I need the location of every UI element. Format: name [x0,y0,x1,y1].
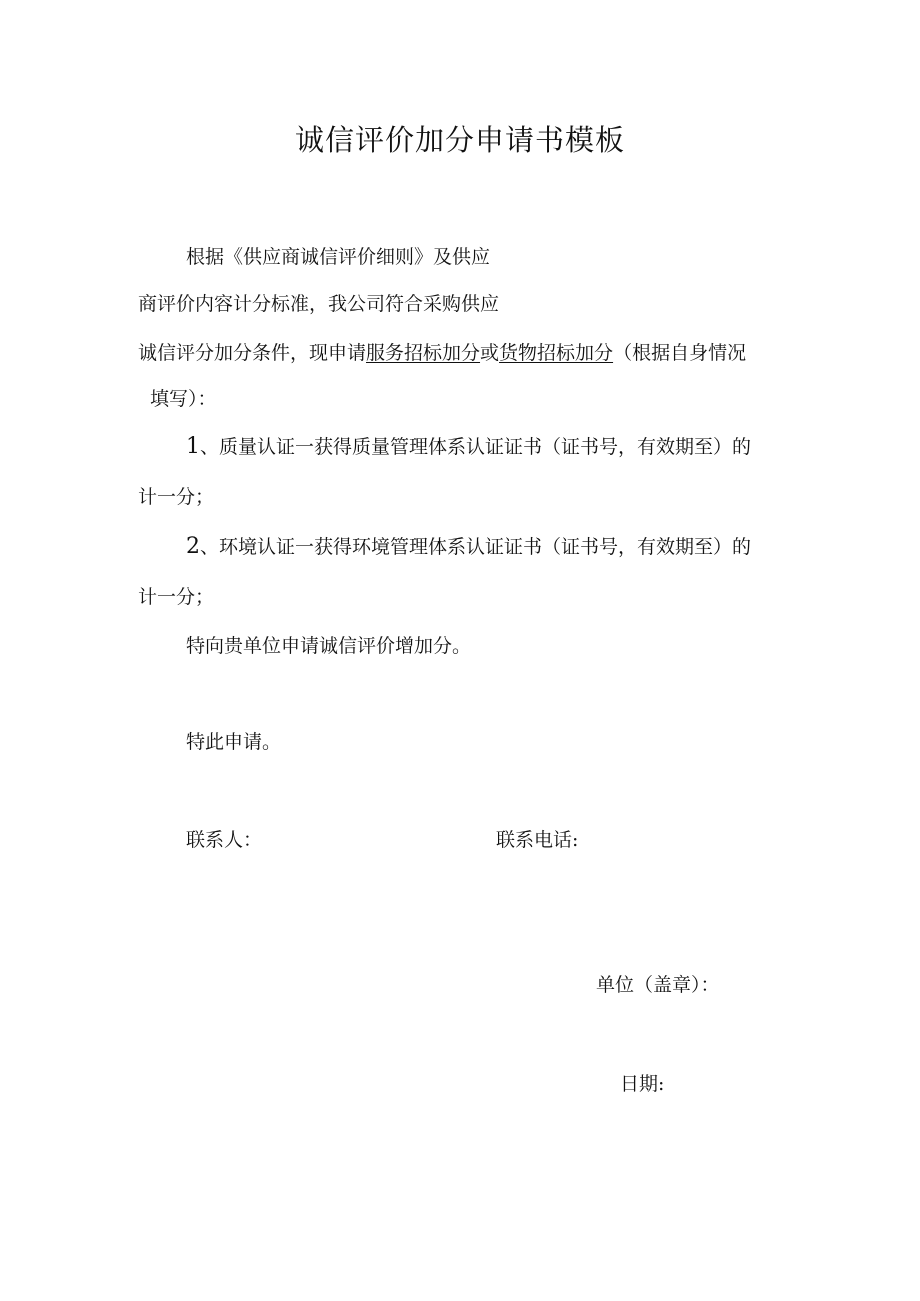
intro-line-2: 商评价内容计分标准，我公司符合采购供应 [138,293,500,315]
intro-line-4: 填写）： [150,388,217,410]
option-service-bonus: 服务招标加分 [366,342,481,364]
item-2-continuation: 计一分； [138,586,215,608]
intro-line-3-prefix: 诚信评分加分条件，现申请 [138,342,367,364]
intro-line-3-suffix: （根据自身情况 [613,342,747,364]
item-1-text: 、质量认证一获得质量管理体系认证证书（证书号，有效期至）的 [200,436,752,458]
item-2-text: 、环境认证一获得环境管理体系认证证书（证书号，有效期至）的 [200,536,752,558]
contact-person-label: 联系人： [186,829,263,851]
contact-phone-label: 联系电话: [496,829,579,851]
request-line: 特向贵单位申请诚信评价增加分。 [186,635,472,657]
item-2 [186,534,751,560]
date-label: 日期: [620,1073,665,1095]
document-title: 诚信评价加分申请书模板 [294,123,625,157]
item-1 [186,434,751,460]
item-1-number: 1 [186,434,200,459]
intro-line-1: 根据《供应商诚信评价细则》及供应 [186,246,491,268]
option-goods-bonus: 货物招标加分 [499,342,614,364]
item-1-continuation: 计一分； [138,486,215,508]
intro-line-3 [138,340,746,366]
unit-seal-label: 单位（盖章）： [596,974,720,996]
item-2-number: 2 [186,534,200,559]
or-word: 或 [480,342,500,364]
closing-line: 特此申请。 [186,731,282,753]
